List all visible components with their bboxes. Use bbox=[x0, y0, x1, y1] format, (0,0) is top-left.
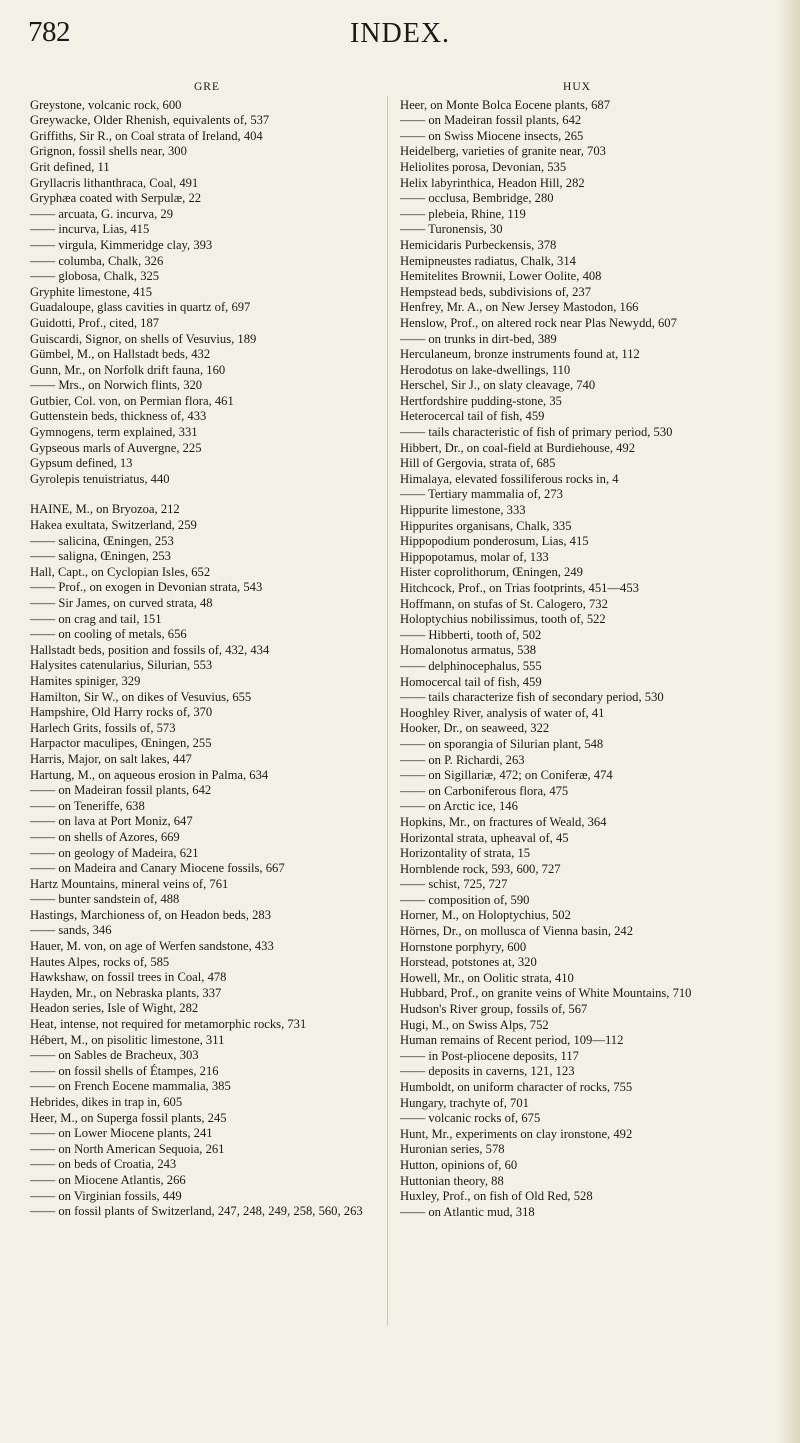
index-entry: —— incurva, Lias, 415 bbox=[30, 222, 150, 237]
index-entry: —— bunter sandstein of, 488 bbox=[30, 892, 180, 907]
index-entry: Halysites catenularius, Silurian, 553 bbox=[30, 658, 213, 673]
index-entry: —— on fossil plants of Switzerland, 247, 248, 249, 258, 560, 263 bbox=[30, 1204, 363, 1219]
index-entry: —— on Miocene Atlantis, 266 bbox=[30, 1172, 186, 1187]
index-entry: Hemicidaris Purbeckensis, 378 bbox=[400, 237, 557, 252]
index-entry: Hooghley River, analysis of water of, 41 bbox=[400, 705, 605, 720]
index-column-left bbox=[30, 80, 402, 1220]
index-entry: Guttenstein beds, thickness of, 433 bbox=[30, 409, 207, 424]
index-entry: Humboldt, on uniform character of rocks, 755 bbox=[400, 1080, 633, 1094]
index-entry: —— on Madeiran fossil plants, 642 bbox=[400, 113, 582, 128]
index-entry: Hippurite limestone, 333 bbox=[400, 503, 526, 518]
index-entry: Gyrolepis tenuistriatus, 440 bbox=[30, 471, 170, 486]
index-entry: —— Hibberti, tooth of, 502 bbox=[400, 627, 542, 642]
index-entry: —— on shells of Azores, 669 bbox=[30, 829, 180, 844]
index-entry: —— on sporangia of Silurian plant, 548 bbox=[400, 736, 604, 751]
index-entry: Hornstone porphyry, 600 bbox=[400, 939, 527, 954]
index-entry: Heer, M., on Superga fossil plants, 245 bbox=[30, 1110, 227, 1125]
index-entry: —— plebeia, Rhine, 119 bbox=[400, 206, 526, 221]
index-entry: Horstead, potstones at, 320 bbox=[400, 955, 537, 970]
index-entry: Hartz Mountains, mineral veins of, 761 bbox=[30, 876, 229, 891]
index-entry: —— globosa, Chalk, 325 bbox=[30, 269, 160, 284]
index-entry: Heer, on Monte Bolca Eocene plants, 687 bbox=[400, 97, 611, 112]
index-entry: —— virgula, Kimmeridge clay, 393 bbox=[30, 237, 213, 252]
index-entry: —— saligna, Œningen, 253 bbox=[30, 549, 171, 564]
page-number: 782 bbox=[28, 16, 70, 48]
index-entry: —— on beds of Croatia, 243 bbox=[30, 1157, 177, 1172]
index-entry: —— on Swiss Miocene insects, 265 bbox=[400, 128, 584, 143]
index-entry: Heat, intense, not required for metamorphic rocks, 731 bbox=[30, 1017, 307, 1032]
page-edge-shading bbox=[778, 0, 800, 1443]
index-entry: Hébert, M., on pisolitic limestone, 311 bbox=[30, 1032, 225, 1047]
index-entry: —— columba, Chalk, 326 bbox=[30, 253, 164, 268]
index-entry: —— on cooling of metals, 656 bbox=[30, 627, 187, 642]
index-entry: Harris, Major, on salt lakes, 447 bbox=[30, 751, 192, 766]
index-entry: —— on Teneriffe, 638 bbox=[30, 798, 145, 813]
index-entry: Horner, M., on Holoptychius, 502 bbox=[400, 908, 571, 923]
index-entry: Gypsum defined, 13 bbox=[30, 456, 133, 471]
index-entry: Hoffmann, on stufas of St. Calogero, 732 bbox=[400, 596, 608, 611]
index-entry: —— delphinocephalus, 555 bbox=[400, 658, 542, 673]
index-entry: Hebrides, dikes in trap in, 605 bbox=[30, 1095, 183, 1109]
index-entry: —— on Madeiran fossil plants, 642 bbox=[30, 783, 212, 798]
index-entry: Harpactor maculipes, Œningen, 255 bbox=[30, 736, 212, 751]
index-entry: Heliolites porosa, Devonian, 535 bbox=[400, 159, 567, 174]
index-entry: —— on Madeira and Canary Miocene fossils, 667 bbox=[30, 861, 285, 876]
index-entries-left bbox=[30, 98, 402, 1220]
index-entry: —— Mrs., on Norwich flints, 320 bbox=[30, 378, 203, 393]
index-entry: Grignon, fossil shells near, 300 bbox=[30, 144, 187, 159]
index-entry: Herculaneum, bronze instruments found at, 112 bbox=[400, 347, 640, 362]
index-entry: Helix labyrinthica, Headon Hill, 282 bbox=[400, 175, 585, 190]
index-entry: Horizontal strata, upheaval of, 45 bbox=[400, 830, 569, 845]
index-entry: Homocercal tail of fish, 459 bbox=[400, 674, 542, 689]
index-entry: Heterocercal tail of fish, 459 bbox=[400, 409, 545, 424]
index-entry: Hippurites organisans, Chalk, 335 bbox=[400, 518, 572, 533]
index-entry: Huronian series, 578 bbox=[400, 1142, 505, 1157]
index-entry: Himalaya, elevated fossiliferous rocks in, 4 bbox=[400, 471, 619, 486]
index-entry: Hauer, M. von, on age of Werfen sandstone, 433 bbox=[30, 939, 274, 954]
index-entry: Hudson's River group, fossils of, 567 bbox=[400, 1002, 588, 1017]
index-entry: —— in Post-pliocene deposits, 117 bbox=[400, 1048, 579, 1063]
index-entry: —— tails characteristic of fish of primary period, 530 bbox=[400, 425, 673, 440]
index-entry: Greystone, volcanic rock, 600 bbox=[30, 97, 182, 112]
index-entry: Hunt, Mr., experiments on clay ironstone, 492 bbox=[400, 1126, 633, 1141]
index-entry: Hibbert, Dr., on coal-field at Burdiehouse, 492 bbox=[400, 440, 636, 455]
index-entry: Hemitelites Brownii, Lower Oolite, 408 bbox=[400, 269, 602, 284]
index-entry: Guiscardi, Signor, on shells of Vesuvius, 189 bbox=[30, 331, 257, 346]
index-entry: Griffiths, Sir R., on Coal strata of Ireland, 404 bbox=[30, 128, 263, 143]
index-entry: —— occlusa, Bembridge, 280 bbox=[400, 191, 554, 206]
index-entry: Howell, Mr., on Oolitic strata, 410 bbox=[400, 970, 574, 985]
index-entry: —— on geology of Madeira, 621 bbox=[30, 845, 199, 860]
index-entry: —— sands, 346 bbox=[30, 923, 112, 938]
index-entry: Gymnogens, term explained, 331 bbox=[30, 425, 198, 440]
index-entry: Hungary, trachyte of, 701 bbox=[400, 1095, 529, 1110]
index-entry: Gypseous marls of Auvergne, 225 bbox=[30, 440, 202, 455]
index-entry: Hastings, Marchioness of, on Headon beds, 283 bbox=[30, 907, 271, 922]
index-entry: HAINE, M., on Bryozoa, 212 bbox=[30, 502, 180, 517]
index-entry: —— Turonensis, 30 bbox=[400, 222, 503, 237]
index-entry: Hemipneustes radiatus, Chalk, 314 bbox=[400, 253, 576, 268]
index-entry: —— Tertiary mammalia of, 273 bbox=[400, 487, 563, 502]
index-entry: Hubbard, Prof., on granite veins of White Mountains, 710 bbox=[400, 986, 692, 1001]
index-entry: —— on Lower Miocene plants, 241 bbox=[30, 1126, 213, 1141]
index-entry: Gryphæa coated with Serpulæ, 22 bbox=[30, 191, 202, 206]
index-entry: Hayden, Mr., on Nebraska plants, 337 bbox=[30, 985, 222, 1000]
index-entry: —— on French Eocene mammalia, 385 bbox=[30, 1079, 231, 1094]
index-entry: Hooker, Dr., on seaweed, 322 bbox=[400, 721, 550, 736]
index-entry: —— on Virginian fossils, 449 bbox=[30, 1188, 182, 1203]
index-entry: Homalonotus armatus, 538 bbox=[400, 643, 537, 658]
index-entry: Harlech Grits, fossils of, 573 bbox=[30, 720, 176, 735]
index-entry: —— schist, 725, 727 bbox=[400, 877, 508, 892]
index-entry: Hawkshaw, on fossil trees in Coal, 478 bbox=[30, 970, 227, 985]
index-entry: Greywacke, Older Rhenish, equivalents of, 537 bbox=[30, 113, 270, 128]
index-entry: Hempstead beds, subdivisions of, 237 bbox=[400, 284, 591, 299]
index-entry: —— on fossil shells of Étampes, 216 bbox=[30, 1063, 219, 1078]
index-entry: —— salicina, Œningen, 253 bbox=[30, 533, 174, 548]
index-entry: Gutbier, Col. von, on Permian flora, 461 bbox=[30, 393, 234, 408]
index-entry: Henslow, Prof., on altered rock near Plas Newydd, 607 bbox=[400, 315, 677, 330]
index-entry: Gümbel, M., on Hallstadt beds, 432 bbox=[30, 347, 211, 362]
index-entry: —— on Sigillariæ, 472; on Coniferæ, 474 bbox=[400, 768, 613, 783]
index-entry: Hampshire, Old Harry rocks of, 370 bbox=[30, 705, 213, 720]
index-entry: Hornblende rock, 593, 600, 727 bbox=[400, 861, 561, 876]
index-entries-right bbox=[400, 98, 772, 1221]
index-entry: —— tails characterize fish of secondary period, 530 bbox=[400, 690, 664, 705]
index-entry: Guadaloupe, glass cavities in quartz of, 697 bbox=[30, 300, 251, 315]
index-entry: —— arcuata, G. incurva, 29 bbox=[30, 206, 174, 221]
index-entry: Hall, Capt., on Cyclopian Isles, 652 bbox=[30, 564, 211, 579]
index-entry: Hörnes, Dr., on mollusca of Vienna basin, 242 bbox=[400, 924, 634, 939]
index-entry: —— on Sables de Bracheux, 303 bbox=[30, 1048, 199, 1063]
index-entry: Hopkins, Mr., on fractures of Weald, 364 bbox=[400, 814, 607, 829]
index-entry: —— on trunks in dirt-bed, 389 bbox=[400, 331, 557, 346]
index-entry: —— composition of, 590 bbox=[400, 892, 530, 907]
index-entry: Hill of Gergovia, strata of, 685 bbox=[400, 456, 556, 471]
index-entry: —— on North American Sequoia, 261 bbox=[30, 1141, 225, 1156]
index-entry: —— on crag and tail, 151 bbox=[30, 611, 162, 626]
index-entry: —— on lava at Port Moniz, 647 bbox=[30, 814, 193, 829]
index-entry: Hallstadt beds, position and fossils of, 432, 434 bbox=[30, 642, 270, 657]
index-entry: Horizontality of strata, 15 bbox=[400, 846, 531, 861]
column-divider bbox=[387, 96, 388, 1326]
index-entry: Gryllacris lithanthraca, Coal, 491 bbox=[30, 175, 199, 190]
index-entry: Guidotti, Prof., cited, 187 bbox=[30, 315, 160, 330]
index-entry: Gryphite limestone, 415 bbox=[30, 284, 153, 299]
index-entry: —— deposits in caverns, 121, 123 bbox=[400, 1064, 575, 1079]
index-entry: Hakea exultata, Switzerland, 259 bbox=[30, 518, 197, 533]
index-column-right bbox=[400, 80, 772, 1220]
index-entry: Herschel, Sir J., on slaty cleavage, 740 bbox=[400, 378, 596, 393]
index-entry: Gunn, Mr., on Norfolk drift fauna, 160 bbox=[30, 362, 226, 377]
index-entry: —— Sir James, on curved strata, 48 bbox=[30, 596, 213, 610]
index-entry: Headon series, Isle of Wight, 282 bbox=[30, 1001, 199, 1016]
index-entry: Holoptychius nobilissimus, tooth of, 522 bbox=[400, 612, 606, 627]
index-entry: Henfrey, Mr. A., on New Jersey Mastodon, 166 bbox=[400, 300, 639, 315]
index-entry: Hamilton, Sir W., on dikes of Vesuvius, 655 bbox=[30, 689, 252, 704]
index-entry: Herodotus on lake-dwellings, 110 bbox=[400, 362, 571, 377]
index-entry: Hugi, M., on Swiss Alps, 752 bbox=[400, 1017, 549, 1032]
index-entry: —— on Atlantic mud, 318 bbox=[400, 1204, 535, 1219]
index-entry: —— volcanic rocks of, 675 bbox=[400, 1111, 541, 1126]
index-entry: Huxley, Prof., on fish of Old Red, 528 bbox=[400, 1189, 593, 1204]
index-entry: Heidelberg, varieties of granite near, 703 bbox=[400, 144, 606, 159]
index-entry: Grit defined, 11 bbox=[30, 159, 110, 174]
index-entry: Hippopodium ponderosum, Lias, 415 bbox=[400, 534, 589, 549]
column-head-right: HUX bbox=[563, 81, 591, 93]
index-entry: Hutton, opinions of, 60 bbox=[400, 1157, 518, 1172]
index-entry: Huttonian theory, 88 bbox=[400, 1173, 504, 1188]
index-entry bbox=[30, 487, 402, 502]
index-entry: Hamites spiniger, 329 bbox=[30, 673, 141, 688]
column-head-left: GRE bbox=[194, 81, 220, 93]
index-entry: —— on Carboniferous flora, 475 bbox=[400, 783, 569, 798]
index-entry: Hister coprolithorum, Œningen, 249 bbox=[400, 565, 583, 580]
index-entry: Hartung, M., on aqueous erosion in Palma, 634 bbox=[30, 767, 269, 782]
index-entry: Hertfordshire pudding-stone, 35 bbox=[400, 393, 562, 408]
running-head: INDEX. bbox=[349, 18, 451, 49]
index-entry: —— Prof., on exogen in Devonian strata, 543 bbox=[30, 580, 263, 595]
index-entry: Hautes Alpes, rocks of, 585 bbox=[30, 954, 170, 969]
index-entry: Hitchcock, Prof., on Trias footprints, 451—453 bbox=[400, 581, 639, 595]
index-entry: —— on Arctic ice, 146 bbox=[400, 799, 518, 814]
index-entry: Hippopotamus, molar of, 133 bbox=[400, 549, 549, 564]
index-entry: Human remains of Recent period, 109—112 bbox=[400, 1033, 624, 1048]
index-entry: —— on P. Richardi, 263 bbox=[400, 752, 525, 767]
